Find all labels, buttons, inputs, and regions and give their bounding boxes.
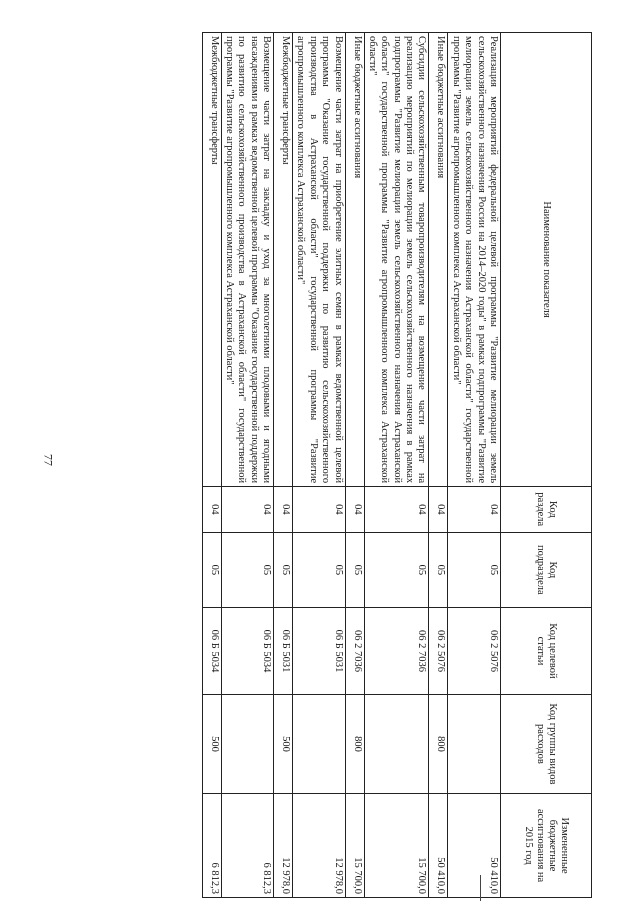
scan-mark-line (480, 875, 481, 901)
row-expense: 500 (202, 694, 221, 793)
rotated-page-content (202, 32, 592, 898)
row-target: 06 Б 5031 (274, 608, 293, 695)
row-subsection: 05 (448, 532, 501, 608)
row-target: 06 2 7036 (345, 608, 364, 695)
row-section: 04 (448, 487, 501, 532)
table-row (274, 33, 293, 898)
row-expense: 800 (429, 694, 448, 793)
row-target: 06 2 7036 (364, 608, 429, 695)
header-amount: Измененные бюджетные ассигнования на 2015 год (501, 794, 592, 898)
row-section: 04 (274, 487, 293, 532)
row-subsection: 05 (364, 532, 429, 608)
row-expense: 800 (345, 694, 364, 793)
table-row (364, 33, 429, 898)
table-row (202, 33, 221, 898)
row-subsection: 05 (202, 532, 221, 608)
header-expense-group-code: Код группы видов расходов (501, 694, 592, 793)
row-amount: 12 978,0 (293, 794, 346, 898)
row-name: Межбюджетные трансферты (274, 33, 293, 487)
row-section: 04 (293, 487, 346, 532)
row-expense (448, 694, 501, 793)
row-name: Возмещение части затрат на закладку и уход за многолетними плодовыми и ягодными насаждениями в рамках ведомственной целевой программы "Оказание государственной поддержки по развитию сельскохозяйственного производства в Астраханской области" государственной программы "Развитие агропромышленного комплекса Астраханской области" (221, 33, 274, 487)
row-section: 04 (364, 487, 429, 532)
page-number: 77 (41, 454, 56, 466)
row-target: 06 Б 5034 (221, 608, 274, 695)
row-subsection: 05 (345, 532, 364, 608)
row-name: Субсидии сельскохозяйственным товаропроизводителям на возмещение части затрат на реализацию мероприятий по мелиорации земель сельскохозяйственного назначения в рамках подпрограммы "Развитие мелиорации земель сельскохозяйственного назначения Астраханской области" государственной программы "Развитие агропромышленного комплекса Астраханской области" (364, 33, 429, 487)
row-amount: 6 812,3 (221, 794, 274, 898)
row-section: 04 (345, 487, 364, 532)
row-expense (364, 694, 429, 793)
row-target: 06 2 5076 (448, 608, 501, 695)
table-row (429, 33, 448, 898)
row-amount: 15 700,0 (364, 794, 429, 898)
table-row (345, 33, 364, 898)
budget-table (202, 32, 592, 898)
row-subsection: 05 (221, 532, 274, 608)
row-name: Иные бюджетные ассигнования (429, 33, 448, 487)
row-expense: 500 (274, 694, 293, 793)
row-name: Иные бюджетные ассигнования (345, 33, 364, 487)
row-subsection: 05 (274, 532, 293, 608)
row-amount: 15 700,0 (345, 794, 364, 898)
header-subsection-code: Код подраздела (501, 532, 592, 608)
row-amount: 50 410,0 (448, 794, 501, 898)
row-target: 06 Б 5034 (202, 608, 221, 695)
row-name: Реализация мероприятий федеральной целевой программы "Развитие мелиорации земель сельскохозяйственного назначения России на 2014–2020 годы" в рамках подпрограммы "Развитие мелиорации земель сельскохозяйственного назначения Астраханской области" государственной программы "Развитие агропромышленного комплекса Астраханской области" (448, 33, 501, 487)
header-name: Наименование показателя (501, 33, 592, 487)
table-row (293, 33, 346, 898)
row-target: 06 2 5076 (429, 608, 448, 695)
table-header-row (501, 33, 592, 898)
row-expense (221, 694, 274, 793)
row-section: 04 (429, 487, 448, 532)
table-row (221, 33, 274, 898)
row-section: 04 (221, 487, 274, 532)
row-target: 06 Б 5031 (293, 608, 346, 695)
row-section: 04 (202, 487, 221, 532)
header-section-code: Код раздела (501, 487, 592, 532)
row-subsection: 05 (293, 532, 346, 608)
table-row (448, 33, 501, 898)
row-amount: 50 410,0 (429, 794, 448, 898)
row-name: Межбюджетные трансферты (202, 33, 221, 487)
row-amount: 6 812,3 (202, 794, 221, 898)
header-target-code: Код целевой статьи (501, 608, 592, 695)
row-name: Возмещение части затрат на приобретение элитных семян в рамках ведомственной целевой программы "Оказание государственной поддержки по развитию сельскохозяйственного производства в Астраханской области" государственной программы "Развитие агропромышленного комплекса Астраханской области" (293, 33, 346, 487)
row-amount: 12 978,0 (274, 794, 293, 898)
row-subsection: 05 (429, 532, 448, 608)
row-expense (293, 694, 346, 793)
